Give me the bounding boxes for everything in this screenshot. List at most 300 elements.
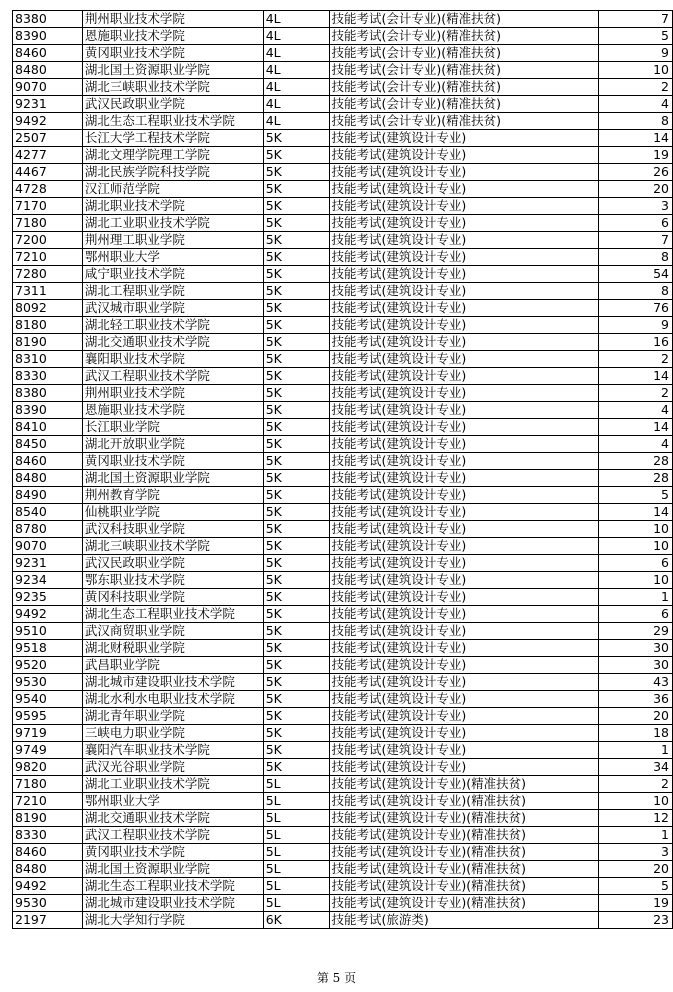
quota-cell: 20 xyxy=(599,861,673,878)
table-row xyxy=(13,776,673,793)
table-row xyxy=(13,62,673,79)
table-row xyxy=(13,487,673,504)
school-name-cell: 武汉科技职业学院 xyxy=(82,521,263,538)
quota-cell: 10 xyxy=(599,793,673,810)
quota-cell: 36 xyxy=(599,691,673,708)
school-code-cell: 8390 xyxy=(13,402,83,419)
table-row xyxy=(13,368,673,385)
school-name-cell: 武汉光谷职业学院 xyxy=(82,759,263,776)
school-name-cell: 鄂州职业大学 xyxy=(82,793,263,810)
exam-type-cell: 技能考试(建筑设计专业) xyxy=(329,385,599,402)
table-row xyxy=(13,453,673,470)
school-name-cell: 湖北生态工程职业技术学院 xyxy=(82,878,263,895)
school-name-cell: 湖北生态工程职业技术学院 xyxy=(82,606,263,623)
exam-type-cell: 技能考试(会计专业)(精准扶贫) xyxy=(329,62,599,79)
exam-type-cell: 技能考试(建筑设计专业) xyxy=(329,623,599,640)
quota-cell: 9 xyxy=(599,317,673,334)
school-name-cell: 湖北大学知行学院 xyxy=(82,912,263,929)
school-name-cell: 湖北交通职业技术学院 xyxy=(82,334,263,351)
quota-cell: 10 xyxy=(599,62,673,79)
quota-cell: 19 xyxy=(599,147,673,164)
table-row xyxy=(13,334,673,351)
quota-cell: 30 xyxy=(599,657,673,674)
school-code-cell: 9518 xyxy=(13,640,83,657)
school-name-cell: 湖北工业职业技术学院 xyxy=(82,215,263,232)
table-row xyxy=(13,181,673,198)
school-code-cell: 9492 xyxy=(13,606,83,623)
table-row xyxy=(13,623,673,640)
quota-cell: 43 xyxy=(599,674,673,691)
category-code-cell: 5K xyxy=(263,487,329,504)
quota-cell: 4 xyxy=(599,96,673,113)
category-code-cell: 5K xyxy=(263,147,329,164)
exam-type-cell: 技能考试(会计专业)(精准扶贫) xyxy=(329,28,599,45)
table-row xyxy=(13,215,673,232)
school-name-cell: 长江职业学院 xyxy=(82,419,263,436)
exam-type-cell: 技能考试(建筑设计专业) xyxy=(329,317,599,334)
school-code-cell: 8450 xyxy=(13,436,83,453)
category-code-cell: 5K xyxy=(263,198,329,215)
quota-cell: 4 xyxy=(599,436,673,453)
quota-cell: 10 xyxy=(599,572,673,589)
quota-cell: 8 xyxy=(599,113,673,130)
school-code-cell: 8380 xyxy=(13,11,83,28)
school-name-cell: 湖北国土资源职业学院 xyxy=(82,470,263,487)
school-code-cell: 9492 xyxy=(13,878,83,895)
school-code-cell: 7180 xyxy=(13,215,83,232)
school-name-cell: 湖北文理学院理工学院 xyxy=(82,147,263,164)
exam-type-cell: 技能考试(建筑设计专业)(精准扶贫) xyxy=(329,793,599,810)
quota-cell: 3 xyxy=(599,198,673,215)
school-code-cell: 9530 xyxy=(13,674,83,691)
school-code-cell: 9540 xyxy=(13,691,83,708)
exam-type-cell: 技能考试(建筑设计专业)(精准扶贫) xyxy=(329,878,599,895)
category-code-cell: 5K xyxy=(263,130,329,147)
school-name-cell: 武汉工程职业技术学院 xyxy=(82,827,263,844)
exam-type-cell: 技能考试(建筑设计专业) xyxy=(329,555,599,572)
quota-cell: 14 xyxy=(599,504,673,521)
exam-type-cell: 技能考试(建筑设计专业) xyxy=(329,708,599,725)
quota-cell: 28 xyxy=(599,453,673,470)
table-row xyxy=(13,640,673,657)
table-row xyxy=(13,742,673,759)
quota-cell: 16 xyxy=(599,334,673,351)
school-code-cell: 9231 xyxy=(13,555,83,572)
category-code-cell: 5K xyxy=(263,385,329,402)
category-code-cell: 5L xyxy=(263,895,329,912)
category-code-cell: 5L xyxy=(263,878,329,895)
quota-cell: 1 xyxy=(599,589,673,606)
table-row xyxy=(13,725,673,742)
table-row xyxy=(13,317,673,334)
school-name-cell: 湖北生态工程职业技术学院 xyxy=(82,113,263,130)
category-code-cell: 4L xyxy=(263,45,329,62)
quota-cell: 9 xyxy=(599,45,673,62)
school-code-cell: 4467 xyxy=(13,164,83,181)
school-code-cell: 8092 xyxy=(13,300,83,317)
school-name-cell: 鄂州职业大学 xyxy=(82,249,263,266)
category-code-cell: 4L xyxy=(263,96,329,113)
school-code-cell: 9070 xyxy=(13,79,83,96)
school-code-cell: 8410 xyxy=(13,419,83,436)
table-row xyxy=(13,878,673,895)
table-row xyxy=(13,606,673,623)
table-row xyxy=(13,147,673,164)
quota-cell: 1 xyxy=(599,827,673,844)
school-code-cell: 8380 xyxy=(13,385,83,402)
school-name-cell: 黄冈职业技术学院 xyxy=(82,45,263,62)
school-name-cell: 汉江师范学院 xyxy=(82,181,263,198)
category-code-cell: 5K xyxy=(263,589,329,606)
school-code-cell: 8180 xyxy=(13,317,83,334)
table-row xyxy=(13,793,673,810)
category-code-cell: 5K xyxy=(263,317,329,334)
exam-type-cell: 技能考试(会计专业)(精准扶贫) xyxy=(329,45,599,62)
category-code-cell: 5K xyxy=(263,470,329,487)
quota-cell: 3 xyxy=(599,844,673,861)
quota-cell: 5 xyxy=(599,878,673,895)
quota-cell: 7 xyxy=(599,232,673,249)
school-code-cell: 2507 xyxy=(13,130,83,147)
category-code-cell: 5L xyxy=(263,861,329,878)
school-name-cell: 恩施职业技术学院 xyxy=(82,28,263,45)
exam-type-cell: 技能考试(建筑设计专业) xyxy=(329,759,599,776)
category-code-cell: 5K xyxy=(263,249,329,266)
quota-cell: 19 xyxy=(599,895,673,912)
school-code-cell: 9231 xyxy=(13,96,83,113)
exam-type-cell: 技能考试(建筑设计专业) xyxy=(329,640,599,657)
table-row xyxy=(13,691,673,708)
category-code-cell: 5K xyxy=(263,691,329,708)
table-row xyxy=(13,555,673,572)
school-name-cell: 湖北三峡职业技术学院 xyxy=(82,79,263,96)
quota-cell: 5 xyxy=(599,487,673,504)
table-row xyxy=(13,436,673,453)
school-code-cell: 8460 xyxy=(13,453,83,470)
exam-type-cell: 技能考试(建筑设计专业) xyxy=(329,198,599,215)
quota-cell: 76 xyxy=(599,300,673,317)
school-name-cell: 湖北青年职业学院 xyxy=(82,708,263,725)
school-code-cell: 8780 xyxy=(13,521,83,538)
exam-type-cell: 技能考试(建筑设计专业) xyxy=(329,691,599,708)
school-code-cell: 7200 xyxy=(13,232,83,249)
exam-type-cell: 技能考试(建筑设计专业) xyxy=(329,657,599,674)
category-code-cell: 5K xyxy=(263,300,329,317)
table-row xyxy=(13,249,673,266)
exam-type-cell: 技能考试(会计专业)(精准扶贫) xyxy=(329,96,599,113)
category-code-cell: 5L xyxy=(263,776,329,793)
school-name-cell: 襄阳汽车职业技术学院 xyxy=(82,742,263,759)
category-code-cell: 5K xyxy=(263,708,329,725)
school-code-cell: 8480 xyxy=(13,62,83,79)
exam-type-cell: 技能考试(建筑设计专业) xyxy=(329,725,599,742)
school-name-cell: 湖北国土资源职业学院 xyxy=(82,861,263,878)
school-code-cell: 9492 xyxy=(13,113,83,130)
exam-type-cell: 技能考试(建筑设计专业) xyxy=(329,521,599,538)
table-row xyxy=(13,861,673,878)
school-code-cell: 8390 xyxy=(13,28,83,45)
page-number: 第 5 页 xyxy=(316,971,357,985)
category-code-cell: 5L xyxy=(263,810,329,827)
school-name-cell: 仙桃职业学院 xyxy=(82,504,263,521)
school-name-cell: 襄阳职业技术学院 xyxy=(82,351,263,368)
school-code-cell: 8480 xyxy=(13,861,83,878)
table-row xyxy=(13,266,673,283)
exam-type-cell: 技能考试(会计专业)(精准扶贫) xyxy=(329,113,599,130)
exam-type-cell: 技能考试(建筑设计专业) xyxy=(329,181,599,198)
exam-type-cell: 技能考试(建筑设计专业) xyxy=(329,266,599,283)
category-code-cell: 4L xyxy=(263,28,329,45)
category-code-cell: 5K xyxy=(263,232,329,249)
table-row xyxy=(13,504,673,521)
school-code-cell: 9235 xyxy=(13,589,83,606)
table-row xyxy=(13,589,673,606)
quota-cell: 20 xyxy=(599,708,673,725)
school-name-cell: 荆州教育学院 xyxy=(82,487,263,504)
school-name-cell: 荆州职业技术学院 xyxy=(82,385,263,402)
school-name-cell: 恩施职业技术学院 xyxy=(82,402,263,419)
category-code-cell: 5K xyxy=(263,555,329,572)
table-row xyxy=(13,45,673,62)
table-row xyxy=(13,96,673,113)
school-code-cell: 8540 xyxy=(13,504,83,521)
quota-cell: 2 xyxy=(599,776,673,793)
category-code-cell: 5K xyxy=(263,538,329,555)
quota-cell: 6 xyxy=(599,606,673,623)
quota-cell: 2 xyxy=(599,385,673,402)
exam-type-cell: 技能考试(建筑设计专业) xyxy=(329,334,599,351)
table-row xyxy=(13,130,673,147)
school-code-cell: 4277 xyxy=(13,147,83,164)
school-code-cell: 9070 xyxy=(13,538,83,555)
school-name-cell: 湖北水利水电职业技术学院 xyxy=(82,691,263,708)
school-name-cell: 湖北民族学院科技学院 xyxy=(82,164,263,181)
exam-type-cell: 技能考试(建筑设计专业) xyxy=(329,164,599,181)
exam-type-cell: 技能考试(建筑设计专业) xyxy=(329,572,599,589)
category-code-cell: 5K xyxy=(263,351,329,368)
school-code-cell: 2197 xyxy=(13,912,83,929)
school-name-cell: 武昌职业学院 xyxy=(82,657,263,674)
table-row xyxy=(13,810,673,827)
category-code-cell: 5K xyxy=(263,521,329,538)
school-name-cell: 湖北工业职业技术学院 xyxy=(82,776,263,793)
school-code-cell: 7311 xyxy=(13,283,83,300)
school-name-cell: 黄冈科技职业学院 xyxy=(82,589,263,606)
school-code-cell: 9234 xyxy=(13,572,83,589)
exam-type-cell: 技能考试(建筑设计专业) xyxy=(329,368,599,385)
table-row xyxy=(13,419,673,436)
category-code-cell: 4L xyxy=(263,11,329,28)
table-row xyxy=(13,385,673,402)
school-name-cell: 武汉工程职业技术学院 xyxy=(82,368,263,385)
table-row xyxy=(13,351,673,368)
exam-type-cell: 技能考试(建筑设计专业) xyxy=(329,487,599,504)
exam-type-cell: 技能考试(建筑设计专业) xyxy=(329,419,599,436)
quota-cell: 4 xyxy=(599,402,673,419)
table-row xyxy=(13,674,673,691)
category-code-cell: 5K xyxy=(263,334,329,351)
school-name-cell: 鄂东职业技术学院 xyxy=(82,572,263,589)
school-code-cell: 4728 xyxy=(13,181,83,198)
school-code-cell: 7210 xyxy=(13,249,83,266)
school-code-cell: 7280 xyxy=(13,266,83,283)
table-row xyxy=(13,300,673,317)
quota-cell: 54 xyxy=(599,266,673,283)
school-name-cell: 长江大学工程技术学院 xyxy=(82,130,263,147)
quota-cell: 29 xyxy=(599,623,673,640)
exam-type-cell: 技能考试(建筑设计专业)(精准扶贫) xyxy=(329,810,599,827)
table-row xyxy=(13,521,673,538)
table-row xyxy=(13,895,673,912)
quota-cell: 6 xyxy=(599,555,673,572)
category-code-cell: 5K xyxy=(263,572,329,589)
exam-type-cell: 技能考试(建筑设计专业) xyxy=(329,538,599,555)
school-code-cell: 8480 xyxy=(13,470,83,487)
school-name-cell: 武汉商贸职业学院 xyxy=(82,623,263,640)
school-name-cell: 湖北轻工职业技术学院 xyxy=(82,317,263,334)
category-code-cell: 5K xyxy=(263,725,329,742)
exam-type-cell: 技能考试(建筑设计专业) xyxy=(329,283,599,300)
category-code-cell: 6K xyxy=(263,912,329,929)
quota-cell: 20 xyxy=(599,181,673,198)
quota-cell: 18 xyxy=(599,725,673,742)
quota-cell: 14 xyxy=(599,368,673,385)
quota-cell: 10 xyxy=(599,538,673,555)
exam-type-cell: 技能考试(建筑设计专业) xyxy=(329,453,599,470)
school-code-cell: 8190 xyxy=(13,334,83,351)
category-code-cell: 4L xyxy=(263,62,329,79)
school-name-cell: 湖北财税职业学院 xyxy=(82,640,263,657)
school-code-cell: 9520 xyxy=(13,657,83,674)
exam-type-cell: 技能考试(建筑设计专业) xyxy=(329,742,599,759)
school-code-cell: 8330 xyxy=(13,827,83,844)
category-code-cell: 5K xyxy=(263,266,329,283)
table-row xyxy=(13,198,673,215)
category-code-cell: 5K xyxy=(263,419,329,436)
quota-cell: 14 xyxy=(599,130,673,147)
school-name-cell: 湖北工程职业学院 xyxy=(82,283,263,300)
school-code-cell: 9749 xyxy=(13,742,83,759)
exam-type-cell: 技能考试(建筑设计专业) xyxy=(329,130,599,147)
category-code-cell: 5K xyxy=(263,453,329,470)
quota-cell: 5 xyxy=(599,28,673,45)
school-name-cell: 湖北交通职业技术学院 xyxy=(82,810,263,827)
category-code-cell: 5K xyxy=(263,181,329,198)
category-code-cell: 5K xyxy=(263,606,329,623)
category-code-cell: 5L xyxy=(263,844,329,861)
quota-cell: 12 xyxy=(599,810,673,827)
category-code-cell: 5K xyxy=(263,657,329,674)
category-code-cell: 5K xyxy=(263,504,329,521)
table-row xyxy=(13,470,673,487)
exam-type-cell: 技能考试(建筑设计专业) xyxy=(329,249,599,266)
school-name-cell: 湖北国土资源职业学院 xyxy=(82,62,263,79)
school-code-cell: 8190 xyxy=(13,810,83,827)
school-code-cell: 8330 xyxy=(13,368,83,385)
school-name-cell: 三峡电力职业学院 xyxy=(82,725,263,742)
table-row xyxy=(13,657,673,674)
exam-type-cell: 技能考试(建筑设计专业) xyxy=(329,504,599,521)
school-code-cell: 9719 xyxy=(13,725,83,742)
category-code-cell: 5K xyxy=(263,164,329,181)
exam-type-cell: 技能考试(旅游类) xyxy=(329,912,599,929)
exam-type-cell: 技能考试(建筑设计专业) xyxy=(329,232,599,249)
quota-cell: 26 xyxy=(599,164,673,181)
table-row xyxy=(13,538,673,555)
table-row xyxy=(13,844,673,861)
exam-type-cell: 技能考试(建筑设计专业) xyxy=(329,674,599,691)
exam-type-cell: 技能考试(建筑设计专业) xyxy=(329,215,599,232)
exam-type-cell: 技能考试(建筑设计专业) xyxy=(329,436,599,453)
exam-type-cell: 技能考试(建筑设计专业)(精准扶贫) xyxy=(329,776,599,793)
exam-type-cell: 技能考试(会计专业)(精准扶贫) xyxy=(329,79,599,96)
table-row xyxy=(13,912,673,929)
school-name-cell: 荆州职业技术学院 xyxy=(82,11,263,28)
exam-type-cell: 技能考试(建筑设计专业) xyxy=(329,351,599,368)
table-row xyxy=(13,11,673,28)
school-name-cell: 湖北城市建设职业技术学院 xyxy=(82,895,263,912)
quota-cell: 2 xyxy=(599,79,673,96)
exam-type-cell: 技能考试(会计专业)(精准扶贫) xyxy=(329,11,599,28)
school-code-cell: 7210 xyxy=(13,793,83,810)
school-code-cell: 8460 xyxy=(13,45,83,62)
school-code-cell: 9820 xyxy=(13,759,83,776)
quota-cell: 7 xyxy=(599,11,673,28)
category-code-cell: 5K xyxy=(263,759,329,776)
exam-type-cell: 技能考试(建筑设计专业) xyxy=(329,300,599,317)
table-row xyxy=(13,402,673,419)
category-code-cell: 4L xyxy=(263,79,329,96)
category-code-cell: 5L xyxy=(263,793,329,810)
school-code-cell: 8460 xyxy=(13,844,83,861)
table-row xyxy=(13,113,673,130)
quota-cell: 30 xyxy=(599,640,673,657)
table-row xyxy=(13,283,673,300)
school-code-cell: 9595 xyxy=(13,708,83,725)
school-code-cell: 7180 xyxy=(13,776,83,793)
quota-cell: 8 xyxy=(599,283,673,300)
exam-type-cell: 技能考试(建筑设计专业)(精准扶贫) xyxy=(329,895,599,912)
exam-type-cell: 技能考试(建筑设计专业)(精准扶贫) xyxy=(329,844,599,861)
category-code-cell: 5K xyxy=(263,742,329,759)
enrollment-table xyxy=(12,10,673,929)
school-name-cell: 湖北开放职业学院 xyxy=(82,436,263,453)
school-code-cell: 9530 xyxy=(13,895,83,912)
exam-type-cell: 技能考试(建筑设计专业) xyxy=(329,470,599,487)
school-code-cell: 7170 xyxy=(13,198,83,215)
table-row xyxy=(13,572,673,589)
table-row xyxy=(13,28,673,45)
table-row xyxy=(13,232,673,249)
category-code-cell: 4L xyxy=(263,113,329,130)
quota-cell: 23 xyxy=(599,912,673,929)
school-name-cell: 荆州理工职业学院 xyxy=(82,232,263,249)
quota-cell: 28 xyxy=(599,470,673,487)
quota-cell: 34 xyxy=(599,759,673,776)
school-name-cell: 湖北城市建设职业技术学院 xyxy=(82,674,263,691)
category-code-cell: 5K xyxy=(263,215,329,232)
exam-type-cell: 技能考试(建筑设计专业) xyxy=(329,589,599,606)
exam-type-cell: 技能考试(建筑设计专业) xyxy=(329,606,599,623)
quota-cell: 2 xyxy=(599,351,673,368)
table-row xyxy=(13,708,673,725)
table-row xyxy=(13,827,673,844)
exam-type-cell: 技能考试(建筑设计专业) xyxy=(329,147,599,164)
school-name-cell: 咸宁职业技术学院 xyxy=(82,266,263,283)
exam-type-cell: 技能考试(建筑设计专业)(精准扶贫) xyxy=(329,827,599,844)
quota-cell: 6 xyxy=(599,215,673,232)
quota-cell: 8 xyxy=(599,249,673,266)
